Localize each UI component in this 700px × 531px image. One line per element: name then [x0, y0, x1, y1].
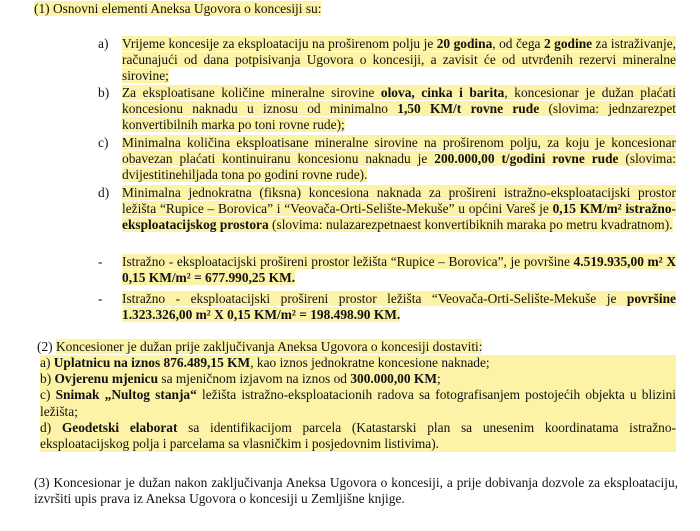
list-item-d	[98, 185, 676, 234]
section-2-item-a: a) Uplatnicu na iznos 876.489,15 KM, kao iznos jednokratne koncesione naknade;	[40, 355, 676, 371]
item-body: Vrijeme koncesije za eksploataciju na proširenom polju je 20 godina, od čega 2 godine za istraživanje, računajući od dana potpisivanja Ugovora o koncesiji, a zavisit će od utvrđenih rezervi mineralne sirovine;	[122, 36, 676, 84]
list-item-c	[98, 135, 676, 184]
section-1-heading-text: (1) Osnovni elementi Aneksa Ugovora o koncesiji su:	[34, 1, 322, 16]
section-3-paragraph	[34, 475, 678, 507]
item-label: b)	[98, 85, 110, 100]
item-label: a)	[98, 36, 109, 51]
section-2-item-b: b) Ovjerenu mjenicu sa mjeničnom izjavom na iznos od 300.000,00 KM;	[40, 371, 676, 387]
section-2-list	[40, 355, 676, 452]
section-3-text: (3) Koncesionar je dužan nakon zaključivanja Aneksa Ugovora o koncesiji, a prije dobivanja dozvole za eksploataciju, izvršiti upis prava iz Aneksa Ugovora o koncesiji u Zemljišne knjige.	[34, 475, 678, 507]
bullet-marker: -	[98, 291, 103, 306]
section-2-heading	[37, 339, 677, 355]
section-2-item-d: d) Geodetski elaborat sa identifikacijom parcela (Katastarski plan sa unesenim koordinatama istražno-eksploatacijskog polja i parcelama sa vlasničkim i posjedovnim listivima).	[40, 419, 676, 452]
bullet-body: Istražno - eksploatacijski prošireni prostor ležišta “Rupice – Borovica”, je površine 4.519.935,00 m² X 0,15 KM/m² = 677.990,25 KM.	[122, 254, 676, 286]
section-2-marker: (2)	[37, 339, 56, 354]
bullet-body: Istražno - eksploatacijski prošireni prostor ležišta “Veovača-Orti-Selište-Mekuše je površine 1.323.326,00 m² X 0,15 KM/m² = 198.498.90 KM.	[122, 291, 676, 323]
section-2-heading-text: Koncesioner je dužan prije zaključivanja Aneksa Ugovora o koncesiji dostaviti:	[55, 339, 483, 354]
item-body: Za eksploatisane količine mineralne sirovine olova, cinka i barita, koncesionar je dužan plaćati koncesionu naknadu u iznosu od minimalno 1,50 KM/t rovne rude (slovima: jednzarezpet konvertibilnih marka po toni rovne rude);	[122, 85, 676, 133]
sub-bullet-veovaca	[98, 291, 676, 323]
item-body: Minimalna jednokratna (fiksna) koncesiona naknada za prošireni istražno-eksploatacijski prostor ležišta “Rupice – Borovica” i “Veovača-Orti-Selište-Mekuše” u općini Vareš je 0,15 KM/m² istražno-eksploatacijskog prostora (slovima: nulazarezpetnaest konvertibiknih maraka po metru kvadratnom).	[122, 185, 676, 233]
item-label: c)	[98, 135, 109, 150]
list-item-a	[98, 36, 676, 85]
item-body: Minimalna količina eksploatisane mineralne sirovine na proširenom polju, za koju je koncesionar obavezan plaćati kontinuiranu koncesionu naknadu je 200.000,00 t/godini rovne rude (slovima: dvijestitinehiljada tona po godini rovne rude).	[122, 135, 676, 183]
list-item-b	[98, 85, 676, 134]
bullet-marker: -	[98, 254, 103, 269]
section-2-item-c: c) Snimak „Nultog stanja“ ležišta istražno-eksploatacionih radova sa fotografisanjem postojećih objekta u blizini ležišta;	[40, 387, 676, 419]
section-1-heading	[34, 1, 674, 17]
sub-bullet-rupice	[98, 254, 676, 286]
item-label: d)	[98, 185, 110, 200]
